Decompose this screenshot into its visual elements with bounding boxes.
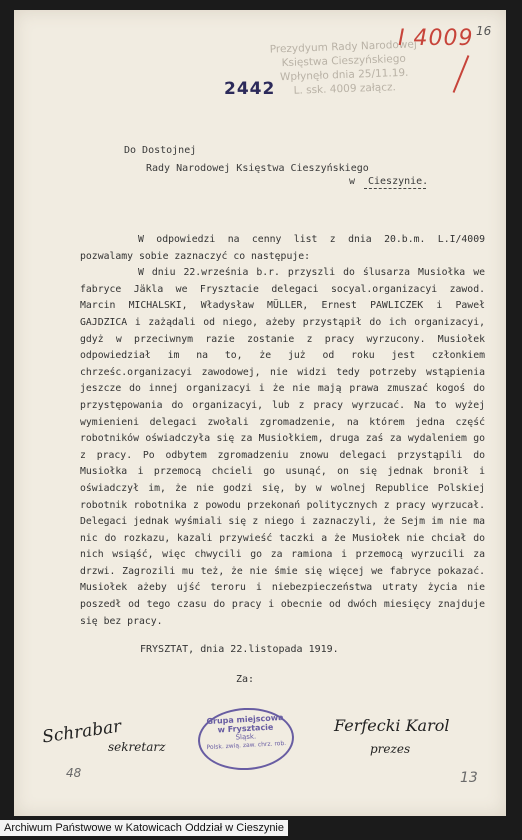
archive-label: Archiwum Państwowe w Katowicach Oddział w Cieszynie bbox=[0, 820, 288, 836]
signature-left-role: sekretarz bbox=[108, 740, 166, 754]
reference-number-text: I 4009 bbox=[398, 26, 474, 51]
received-stamp-line: Wpłynęło dnia 25/11.19. bbox=[279, 66, 409, 84]
address-line-1: Do Dostojnej bbox=[124, 145, 197, 156]
address-city: Cieszynie. bbox=[368, 176, 429, 187]
signature-right: Ferfecki Karol bbox=[334, 716, 450, 735]
stamp-line: Grupa miejscowa bbox=[206, 713, 284, 727]
received-stamp-line: Prezydyum Rady Narodowej bbox=[269, 38, 417, 56]
signature-right-role: prezes bbox=[370, 742, 411, 756]
received-stamp-line: L. ssk. 4009 załącz. bbox=[293, 81, 397, 97]
pencil-note-right: 13 bbox=[460, 770, 478, 786]
stamp-line: Polsk. zwią. zaw. chrz. rob. bbox=[206, 739, 287, 752]
city-underline bbox=[364, 188, 426, 189]
received-stamp-line: Księstwa Cieszyńskiego bbox=[281, 52, 407, 70]
page-number: 16 bbox=[476, 24, 492, 38]
letter-body bbox=[80, 232, 485, 630]
signature-left: Schrabar bbox=[40, 716, 123, 748]
letter-paragraph: W odpowiedzi na cenny list z dnia 20.b.m. L.I/4009 pozwalamy sobie zaznaczyć co następuje: bbox=[80, 234, 485, 262]
date-line: FRYSZTAT, dnia 22.listopada 1919. bbox=[140, 644, 339, 655]
pencil-note-left: 48 bbox=[66, 766, 82, 780]
address-line-2: Rady Narodowej Księstwa Cieszyńskiego bbox=[146, 163, 369, 174]
stamp-line: w Frysztacie bbox=[217, 722, 274, 735]
reference-number bbox=[398, 26, 473, 51]
address-prefix: w bbox=[349, 176, 356, 187]
registry-number: 2442 bbox=[224, 79, 276, 99]
stamp-line: Śląsk. bbox=[235, 732, 257, 742]
letter-paragraph: W dniu 22.września b.r. przyszli do ślusarza Musiołka we fabryce Jäkla we Frysztacie delegaci socyal.organizacyi zawod. Marcin MICHALSKI, Władysław MÜLLER, Ernest PAWLICZEK i Paweł GAJDZICA i zażądali od niego, ażeby przystąpił do ich organizacyi, gdyż w przeciwnym razie zostanie z pracy wyrzucony. Musiołek odpowiedział im na to, że już od roku jest członkiem chrześc.organizacyi zawodowej, nie widzi tedy potrzeby wstąpienia jeszcze do innej organizacyi i że nie mają prawa zmuszać kogoś do przystępowania do organizacyi, lub z pracy wyrzucać. Na to wyżej wymienieni delegaci zwołali zgromadzenie, na którem jedna część robotników oświadczyła się za Musiołkiem, druga zaś za wydaleniem go z pracy. Po odbytem zgromadzeniu znowu delegaci przystąpili do Musiołka i przemocą chcieli go usunąć, on się jednak bronił i oświadczył im, że nie godzi się, by w wolnej Republice Polskiej robotnik robotnika z powodu przekonań politycznych z pracy wyrzucał. Delegaci jednak wyśmiali się z niego i zaznaczyli, że Sejm im nie ma nic do rozkazu, kazali przywieść taczki a że Musiołek nie chciał do nich wsiąść, więc chwycili go za ramiona i przemocą wyrzucili za drzwi. Zagrozili mu też, że nie śmie się więcej we fabryce pokazać. Musiołek ażeby ujść teroru i niebezpieczeństwa utraty życia nie poszedł od tego czasu do pracy i obecnie od dwóch miesięcy znajduje się bez pracy. bbox=[80, 267, 485, 627]
za-label: Za: bbox=[236, 674, 255, 685]
